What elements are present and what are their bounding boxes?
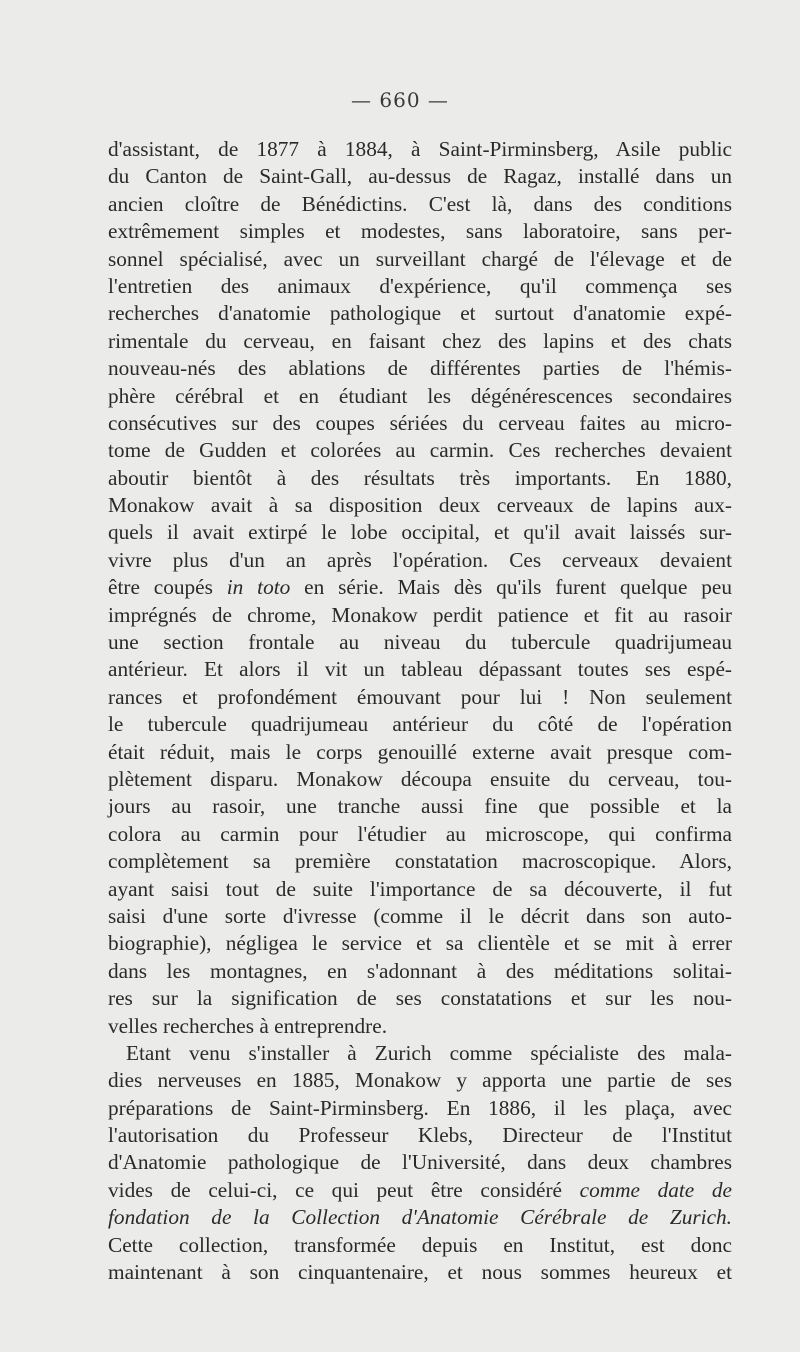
- page-number: — 660 —: [351, 88, 449, 112]
- text-line: ayant saisi tout de suite l'importance de sa découverte, il fut: [108, 876, 732, 901]
- text-line: ancien cloître de Bénédictins. C'est là, dans des conditions: [108, 191, 732, 216]
- text-line: du Canton de Saint-Gall, au-dessus de Ragaz, installé dans un: [108, 164, 732, 189]
- text-segment: vides de celui-ci, ce qui peut être considéré: [108, 1177, 580, 1202]
- text-line: sonnel spécialisé, avec un surveillant chargé de l'élevage et de: [108, 246, 732, 271]
- italic-segment: fondation de la Collection d'Anatomie Cérébrale de Zurich.: [108, 1205, 732, 1230]
- text-line: vivre plus d'un an après l'opération. Ces cerveaux devaient: [108, 547, 732, 572]
- text-line: nouveau-nés des ablations de différentes parties de l'hémis-: [108, 356, 732, 381]
- text-line: dies nerveuses en 1885, Monakow y apporta une partie de ses: [108, 1068, 732, 1093]
- text-line: extrêmement simples et modestes, sans laboratoire, sans per-: [108, 219, 732, 244]
- text-line: saisi d'une sorte d'ivresse (comme il le décrit dans son auto-: [108, 903, 732, 928]
- text-line: imprégnés de chrome, Monakow perdit patience et fit au rasoir: [108, 602, 732, 627]
- text-line: phère cérébral et en étudiant les dégénérescences secondaires: [108, 383, 732, 408]
- text-line: maintenant à son cinquantenaire, et nous sommes heureux et: [108, 1260, 732, 1285]
- text-line: plètement disparu. Monakow découpa ensuite du cerveau, tou-: [108, 766, 732, 791]
- text-line: [108, 574, 732, 601]
- text-line: le tubercule quadrijumeau antérieur du côté de l'opération: [108, 712, 732, 737]
- text-line: une section frontale au niveau du tubercule quadrijumeau: [108, 630, 732, 655]
- italic-segment: in toto: [226, 575, 291, 600]
- text-line: [108, 1204, 732, 1231]
- text-line: Etant venu s'installer à Zurich comme spécialiste des mala-: [126, 1040, 732, 1065]
- text-line: aboutir bientôt à des résultats très importants. En 1880,: [108, 465, 732, 490]
- text-line: dans les montagnes, en s'adonnant à des méditations solitai-: [108, 958, 732, 983]
- text-line: rimentale du cerveau, en faisant chez des lapins et des chats: [108, 328, 732, 353]
- text-line: jours au rasoir, une tranche aussi fine que possible et la: [108, 794, 732, 819]
- text-line: rances et profondément émouvant pour lui ! Non seulement: [108, 684, 732, 709]
- text-line: biographie), négligea le service et sa clientèle et se mit à errer: [108, 931, 732, 956]
- text-line: complètement sa première constatation macroscopique. Alors,: [108, 849, 732, 874]
- body-text: [108, 136, 732, 1286]
- text-line: recherches d'anatomie pathologique et surtout d'anatomie expé-: [108, 301, 732, 326]
- text-line: préparations de Saint-Pirminsberg. En 1886, il les plaça, avec: [108, 1095, 732, 1120]
- text-line: d'assistant, de 1877 à 1884, à Saint-Pirminsberg, Asile public: [108, 137, 732, 161]
- text-line: Monakow avait à sa disposition deux cerveaux de lapins aux-: [108, 493, 732, 518]
- text-line: d'Anatomie pathologique de l'Université, dans deux chambres: [108, 1150, 732, 1175]
- text-line: res sur la signification de ses constatations et sur les nou-: [108, 986, 732, 1011]
- text-line: [108, 1177, 732, 1204]
- text-segment: en série. Mais dès qu'ils furent quelque peu: [290, 575, 732, 600]
- italic-segment: comme date de: [579, 1177, 732, 1202]
- text-line: consécutives sur des coupes sériées du cerveau faites au micro-: [108, 410, 732, 435]
- text-line: tome de Gudden et colorées au carmin. Ces recherches devaient: [108, 438, 732, 463]
- text-line: l'autorisation du Professeur Klebs, Directeur de l'Institut: [108, 1123, 732, 1148]
- text-line: l'entretien des animaux d'expérience, qu'il commença ses: [108, 273, 732, 298]
- text-line: quels il avait extirpé le lobe occipital, et qu'il avait laissés sur-: [108, 520, 732, 545]
- text-segment: être coupés: [108, 575, 227, 600]
- text-line: colora au carmin pour l'étudier au microscope, qui confirma: [108, 821, 732, 846]
- text-line: était réduit, mais le corps genouillé externe avait presque com-: [108, 739, 732, 764]
- text-line: velles recherches à entreprendre.: [108, 1013, 388, 1038]
- text-line: antérieur. Et alors il vit un tableau dépassant toutes ses espé-: [108, 657, 732, 682]
- text-line: Cette collection, transformée depuis en Institut, est donc: [108, 1232, 732, 1257]
